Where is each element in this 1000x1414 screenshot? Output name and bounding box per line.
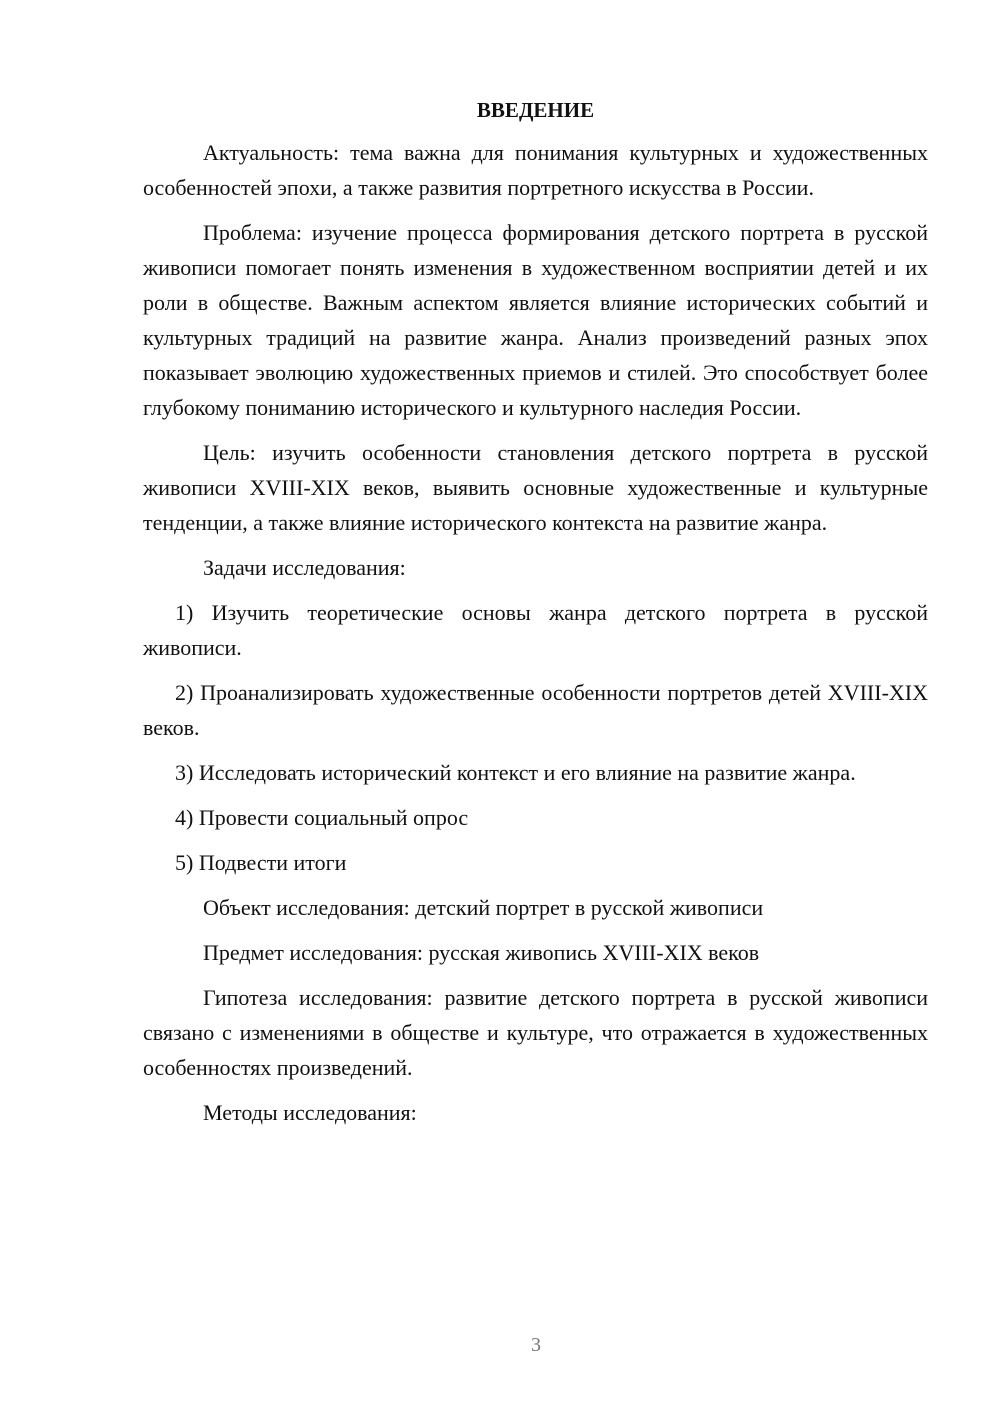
problem-paragraph: Проблема: изучение процесса формирования детского портрета в русской живописи помогает понять изменения в художественном восприятии детей и их роли в обществе. Важным аспектом является влияние исторических событий и культурных традиций на развитие жанра. Анализ произведений разных эпох показывает эволюцию художественных приемов и стилей. Это способствует более глубокому пониманию исторического и культурного наследия России.	[143, 220, 928, 420]
document-page	[143, 96, 928, 1140]
task-item-5: 5) Подвести итоги	[175, 850, 347, 875]
goal-paragraph: Цель: изучить особенности становления детского портрета в русской живописи XVIII-XIX веков, выявить основные художественные и культурные тенденции, а также влияние исторического контекста на развитие жанра.	[143, 440, 928, 535]
page-number: 3	[531, 1334, 541, 1356]
subject-paragraph: Предмет исследования: русская живопись XVIII-XIX веков	[203, 940, 760, 965]
methods-heading: Методы исследования:	[203, 1100, 417, 1125]
task-item-3: 3) Исследовать исторический контекст и его влияние на развитие жанра.	[175, 760, 856, 785]
object-paragraph: Объект исследования: детский портрет в русской живописи	[203, 895, 764, 920]
task-item-2: 2) Проанализировать художественные особенности портретов детей XVIII-XIX веков.	[143, 680, 928, 740]
tasks-heading: Задачи исследования:	[203, 555, 406, 580]
hypothesis-paragraph: Гипотеза исследования: развитие детского портрета в русской живописи связано с изменениями в обществе и культуре, что отражается в художественных особенностях произведений.	[143, 985, 928, 1080]
relevance-paragraph: Актуальность: тема важна для понимания культурных и художественных особенностей эпохи, а также развития портретного искусства в России.	[143, 140, 928, 200]
task-item-1: 1) Изучить теоретические основы жанра детского портрета в русской живописи.	[143, 600, 928, 660]
page-title: ВВЕДЕНИЕ	[476, 98, 595, 122]
task-item-4: 4) Провести социальный опрос	[175, 805, 469, 830]
